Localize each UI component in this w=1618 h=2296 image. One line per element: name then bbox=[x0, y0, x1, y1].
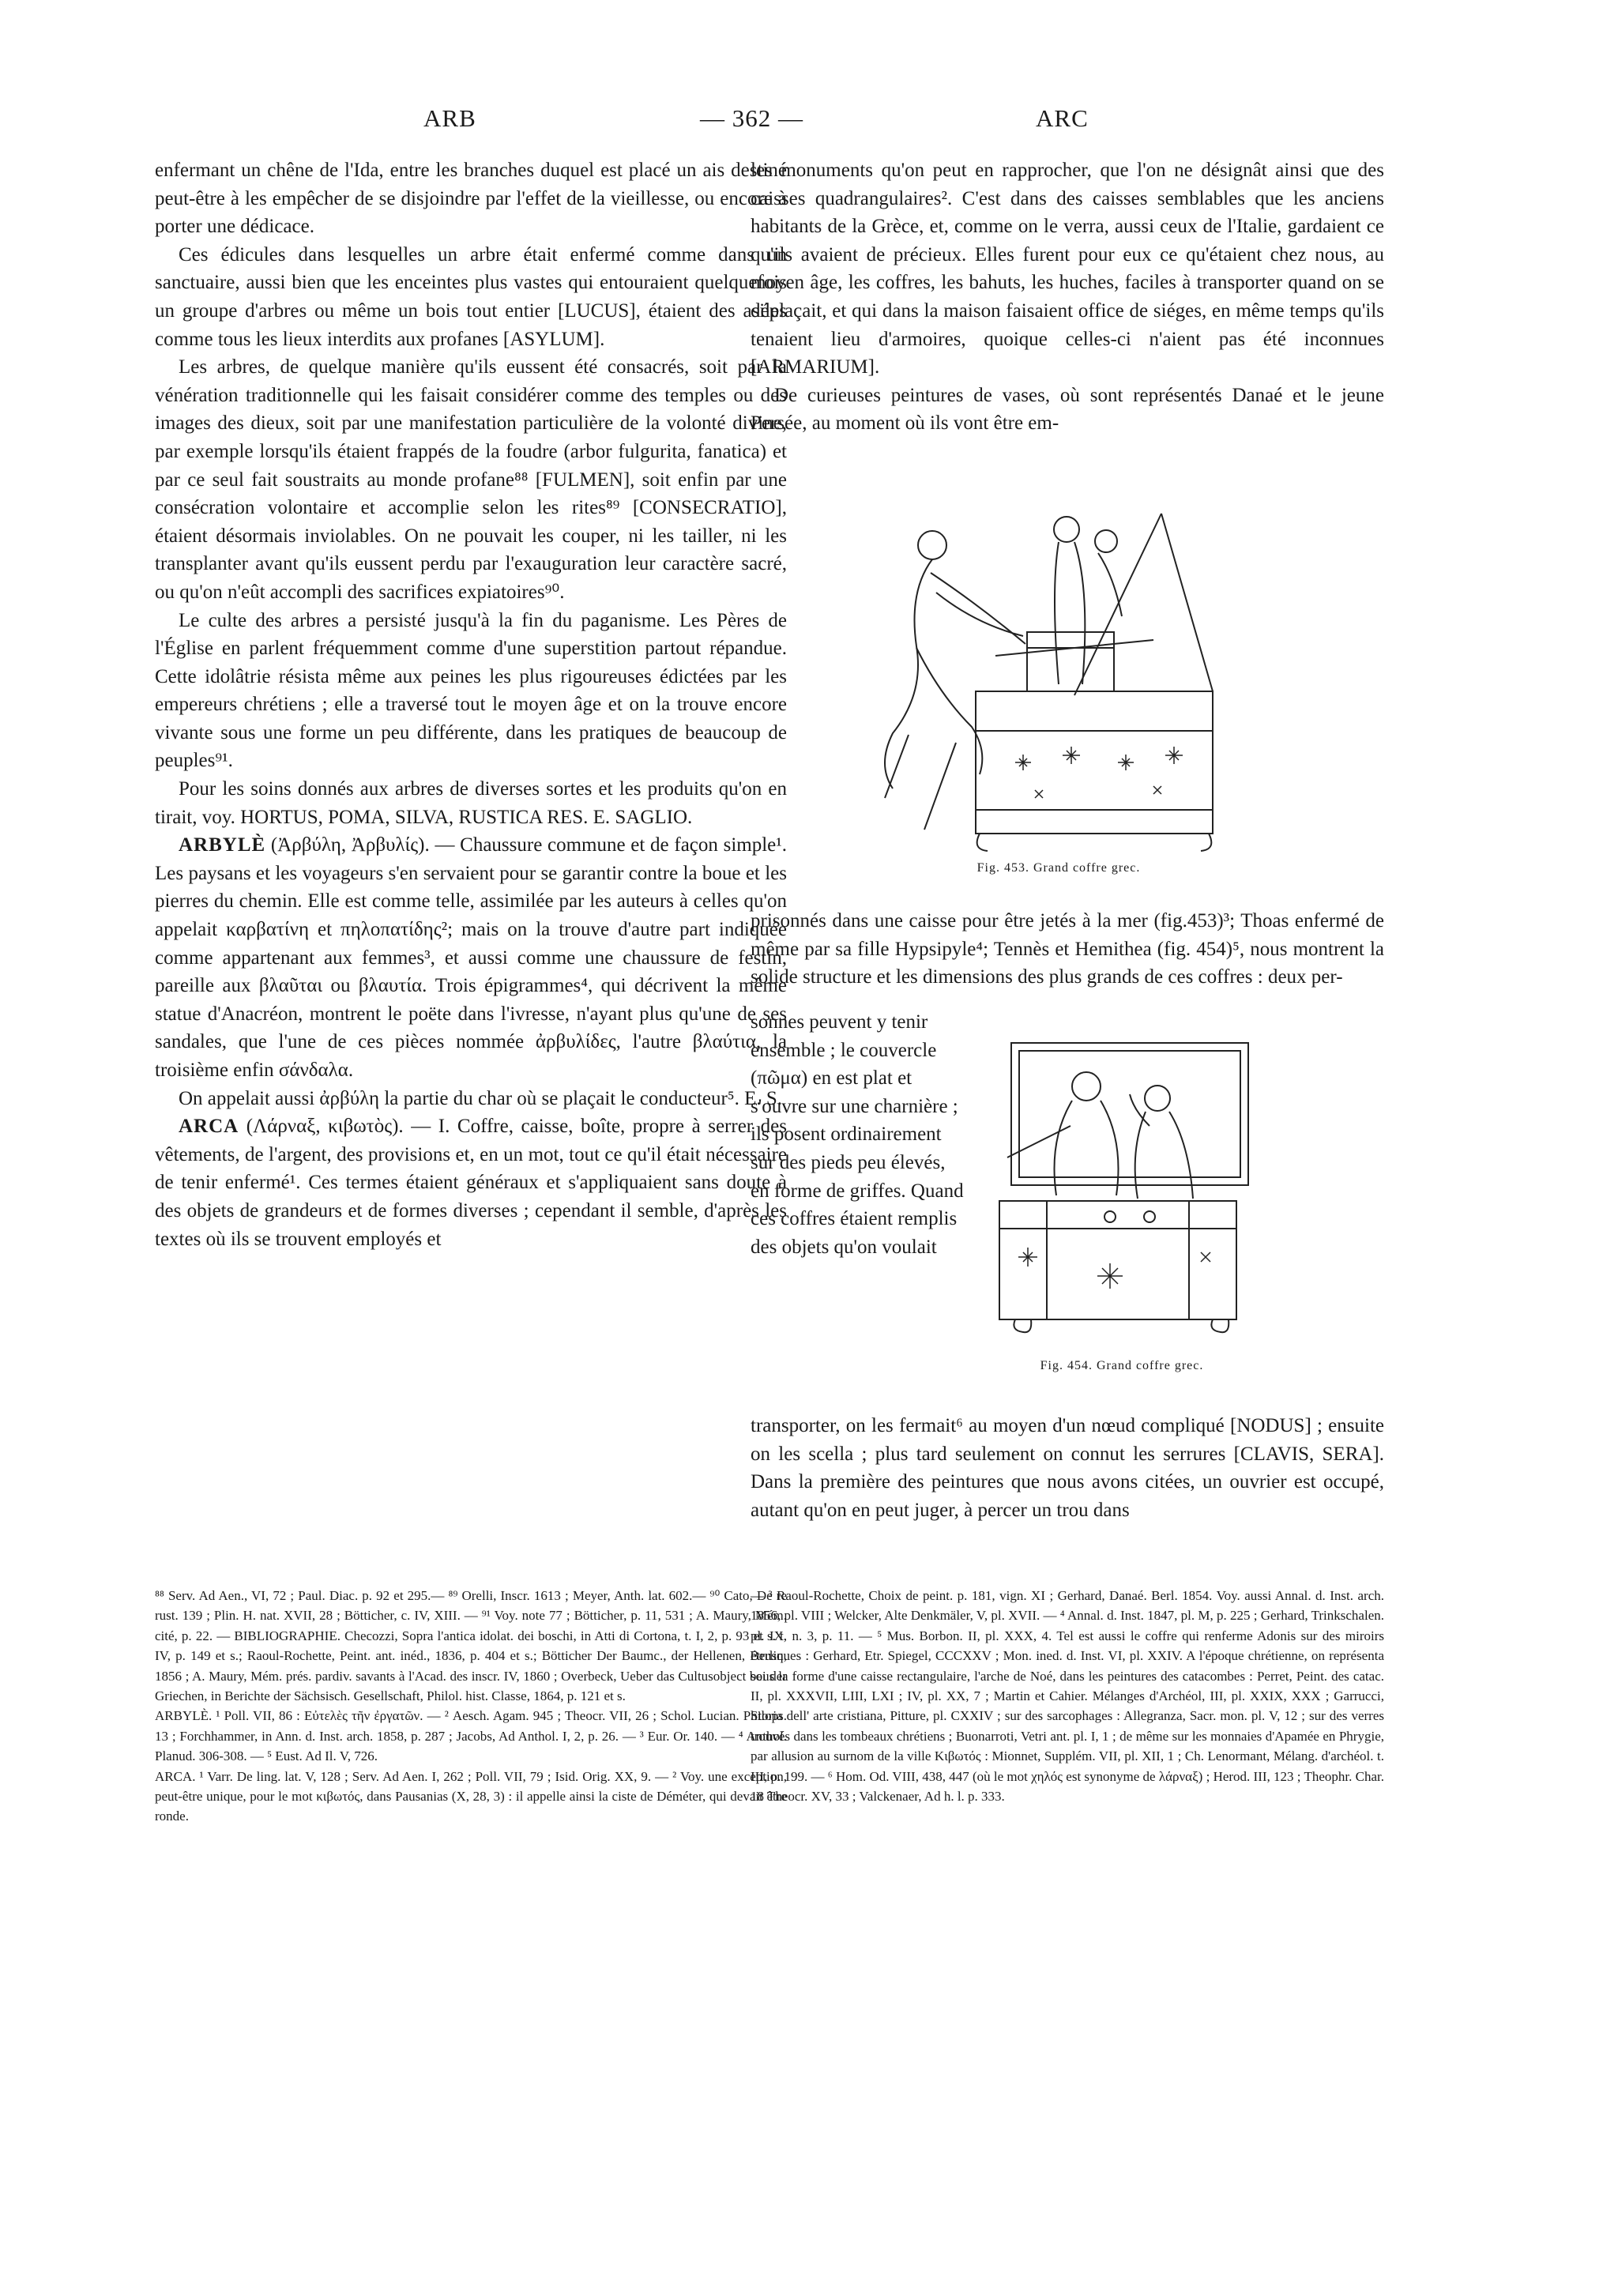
footnote: ARBYLÈ. ¹ Poll. VII, 86 : Εὐτελὲς τῆν ἐργατῶν. — ² Aesch. Agam. 945 ; Theocr. VII, 26 ; Schol. Lucian. Philops. 13 ; Forchhammer, in Ann. d. Inst. arch. 1858, p. 287 ; Jacobs, Ad Anthol. I, 2, p. 26. — ³ Eur. Or. 140. — ⁴ Anthol. Planud. 306-308. — ⁵ Eust. Ad Il. V, 726. bbox=[155, 1708, 787, 1764]
right-column-top bbox=[751, 156, 1384, 438]
paragraph: Le culte des arbres a persisté jusqu'à la fin du paganisme. Les Pères de l'Église en parlent fréquemment comme d'une superstition partout répandue. Cette idolâtrie résista même aux peines les plus rigoureuses édictées par les empereurs chrétiens ; elle a traversé tout le moyen âge et on la trouve encore vivante sous une forme un peu différente, dans les pratiques de beaucoup de peuples⁹¹. bbox=[155, 609, 787, 772]
paragraph: transporter, on les fermait⁶ au moyen d'un nœud compliqué [NODUS] ; ensuite on les scella ; plus tard seulement on connut les serrures [CLAVIS, SERA]. Dans la première des peintures que nous avons citées, un ouvrier est occupé, autant qu'on en peut juger, à percer un trou dans bbox=[751, 1415, 1384, 1521]
entry-arca bbox=[155, 1112, 787, 1253]
right-column-middle bbox=[751, 907, 1384, 992]
right-column-bottom bbox=[751, 1412, 1384, 1524]
left-column bbox=[155, 156, 787, 1253]
footnote: ⁸⁸ Serv. Ad Aen., VI, 72 ; Paul. Diac. p. 92 et 295.— ⁸⁹ Orelli, Inscr. 1613 ; Meyer, Anth. lat. 602.— ⁹⁰ Cato, De re rust. 139 ; Plin. H. nat. XVII, 28 ; Bötticher, c. IV, XIII. — ⁹¹ Voy. note 77 ; Bötticher, p. 11, 531 ; A. Maury, Mém. cité, p. 22. — BIBLIOGRAPHIE. Checozzi, Sopra l'antica idolat. dei boschi, in Atti di Cortona, t. I, 2, p. 93 et s. t. IV, p. 149 et s.; Raoul-Rochette, Peint. ant. inéd., 1836, p. 404 et s.; Bötticher Der Baumc., der Hellenen, Berlin, 1856 ; A. Maury, Mém. prés. pardiv. savants à l'Acad. des inscr. IV, 1860 ; Overbeck, Ueber das Cultusobject bei der Griechen, in Berichte der Sächsisch. Gesellschaft, Philol. hist. Classe, 1864, p. 121 et s. bbox=[155, 1588, 787, 1704]
paragraph: les monuments qu'on peut en rapprocher, que l'on ne désignât ainsi que des caisses quadrangulaires². C'est dans des caisses semblables que les anciens habitants de la Grèce, et, comme on le verra, aussi ceux de l'Italie, gardaient ce qu'ils avaient de précieux. Elles furent pour eux ce qu'étaient chez nous, au moyen âge, les coffres, les bahuts, les huches, faciles à transporter quand on se déplaçait, et qui dans la maison faisaient office de siéges, en même temps qu'ils tenaient lieu d'armoires, quoique celles-ci n'aient pas été inconnues [ARMARIUM]. bbox=[751, 160, 1384, 378]
wrap-text bbox=[751, 1008, 964, 1261]
entry-heading: ARCA bbox=[179, 1116, 239, 1138]
entry-text: (Λάρναξ, κιβωτὸς). — I. Coffre, caisse, boîte, propre à serrer des vêtements, de l'argent, des provisions et, en un mot, tout ce qu'il était nécessaire de tenir enfermé¹. Ces termes étaient généraux et s'appliquaient sans doute à des objets de grandeurs et de formes diverses ; cependant il semble, d'après les textes où ils se trouvent employés et bbox=[155, 1116, 788, 1250]
paragraph: enfermant un chêne de l'Ida, entre les branches duquel est placé un ais destiné peut-être à les empêcher de se disjoindre par l'effet de la vieillesse, ou encore à porter une dédicace. bbox=[155, 160, 787, 238]
paragraph: Pour les soins donnés aux arbres de diverses sortes et les produits qu'on en tirait, voy. HORTUS, POMA, SILVA, RUSTICA RES. E. SAGLIO. bbox=[155, 778, 787, 828]
figure-454-illustration bbox=[991, 1039, 1252, 1343]
paragraph: Les arbres, de quelque manière qu'ils eussent été consacrés, soit par la vénération traditionnelle qui les faisait considérer comme des temples ou des images des dieux, soit par une manifestation particulière de la volonté divine, par exemple lorsqu'ils étaient frappés de la foudre (arbor fulgurita, fanatica) et par ce seul fait soustraits au monde profane⁸⁸ [FULMEN], soit enfin par une consécration volontaire et accomplie selon les rites⁸⁹ [CONSECRATIO], étaient désormais inviolables. On ne pouvait les couper, ni les tailler, ni les transplanter avant qu'ils eussent perdu par l'exauguration leur caractère sacré, ou qu'on n'eût accompli des sacrifices expiatoires⁹⁰. bbox=[155, 356, 787, 603]
paragraph: sonnes peuvent y tenir ensemble ; le couvercle (πῶμα) en est plat et s'ouvre sur une charnière ; ils posent ordinairement sur des pieds peu élevés, en forme de griffes. Quand ces coffres étaient remplis des objets qu'on voulait bbox=[751, 1011, 964, 1258]
running-header bbox=[155, 104, 1502, 136]
page-number: — 362 — bbox=[700, 104, 803, 132]
figure-453-illustration bbox=[837, 498, 1280, 853]
header-right: ARC bbox=[1036, 104, 1089, 132]
footnote: ARCA. ¹ Varr. De ling. lat. V, 128 ; Serv. Ad Aen. I, 262 ; Poll. VII, 79 ; Isid. Orig. XX, 9. — ² Voy. une exception, peut-être unique, pour le mot κιβωτός, dans Pausanias (X, 28, 3) : il appelle ainsi la ciste de Déméter, qui devait être ronde. bbox=[155, 1768, 787, 1824]
paragraph: prisonnés dans une caisse pour être jetés à la mer (fig.453)³; Thoas enfermé de même par sa fille Hypsipyle⁴; Tennès et Hemithea (fig. 454)⁵, nous montrent la solide structure et les dimensions des plus grands de ces coffres : deux per- bbox=[751, 910, 1384, 988]
paragraph: Ces édicules dans lesquelles un arbre était enfermé comme dans un sanctuaire, aussi bien que les enceintes plus vastes qui entouraient quelquefois un groupe d'arbres ou même un bois tout entier [LUCUS], étaient des asiles comme tous les lieux interdits aux profanes [ASYLUM]. bbox=[155, 243, 787, 350]
entry-heading: ARBYLÈ bbox=[179, 834, 266, 856]
entry-arbyle bbox=[155, 831, 787, 1084]
header-left: ARB bbox=[423, 104, 476, 132]
footnote: — ³ Raoul-Rochette, Choix de peint. p. 181, vign. XI ; Gerhard, Danaé. Berl. 1854. Voy. aussi Annal. d. Inst. arch. 1856, pl. VIII ; Welcker, Alte Denkmäler, V, pl. XVII. — ⁴ Annal. d. Inst. 1847, pl. M, p. 225 ; Gerhard, Trinkschalen. pl. IX, n. 3, p. 11. — ⁵ Mus. Borbon. II, pl. XXX, 4. Tel est aussi le coffre qui renferme Adonis sur des miroirs étrusques : Gerhard, Etr. Spiegel, CCCXXV ; Mon. ined. d. Inst. VI, pl. XXIV. A l'époque chrétienne, on représenta sous la forme d'une caisse rectangulaire, l'arche de Noé, dans les peintures des catacombes : Perret, Peint. des catac. II, pl. XXXVII, LIII, LXI ; IV, pl. XX, 7 ; Martin et Cahier. Mélanges d'Archéol, III, pl. XXIX, XXX ; Garrucci, Storia dell' arte cristiana, Pitture, pl. CXXIV ; sur des sarcophages : Allegranza, Sacr. mon. pl. V, 12 ; sur des verres trouvés dans les tombeaux chrétiens ; Buonarroti, Vetri ant. pl. I, 1 ; de même sur les monnaies d'Apamée en Phrygie, par allusion au surnom de la ville Κιβωτός : Mionnet, Supplém. VII, pl. XII, 1 ; Ch. Lenormant, Mélang. d'archéol. t. III, p. 199. — ⁶ Hom. Od. VIII, 438, 447 (où le mot χηλός est synonyme de λάρναξ) ; Herod. III, 123 ; Theophr. Char. 18 Theocr. XV, 33 ; Valckenaer, Ad h. l. p. 333. bbox=[751, 1588, 1384, 1805]
paragraph: De curieuses peintures de vases, où sont représentés Danaé et le jeune Persée, au moment où ils vont être em- bbox=[751, 384, 1384, 435]
footnotes-right bbox=[751, 1586, 1384, 1806]
entry-text: (Ἀρβύλη, Ἀρβυλίς). — Chaussure commune et de façon simple¹. Les paysans et les voyageurs s'en servaient pour se garantir contre la boue et les pierres du chemin. Elle est comme telle, assimilée par les auteurs à celles qu'on appelait καρβατίνη et πηλοπατίδης²; mais on la trouve d'autre part indiquée comme appartenant aux femmes³, et aussi comme une chaussure de festin, pareille aux βλαῦται ou βλαυτία. Trois épigrammes⁴, qui décrivent la même statue d'Anacréon, montrent le poëte dans l'ivresse, n'ayant plus qu'une de ses sandales, que l'une de ces pièces nommée ἀρβυλίδες, l'autre βλαύτια, la troisième enfin σάνδαλα. bbox=[155, 834, 787, 1081]
paragraph: On appelait aussi ἀρβύλη la partie du char où se plaçait le conducteur⁵. E. S. bbox=[179, 1087, 782, 1109]
footnotes-left bbox=[155, 1586, 787, 1827]
figure-454-caption: Fig. 454. Grand coffre grec. bbox=[1040, 1359, 1204, 1372]
figure-453-caption: Fig. 453. Grand coffre grec. bbox=[976, 861, 1141, 875]
